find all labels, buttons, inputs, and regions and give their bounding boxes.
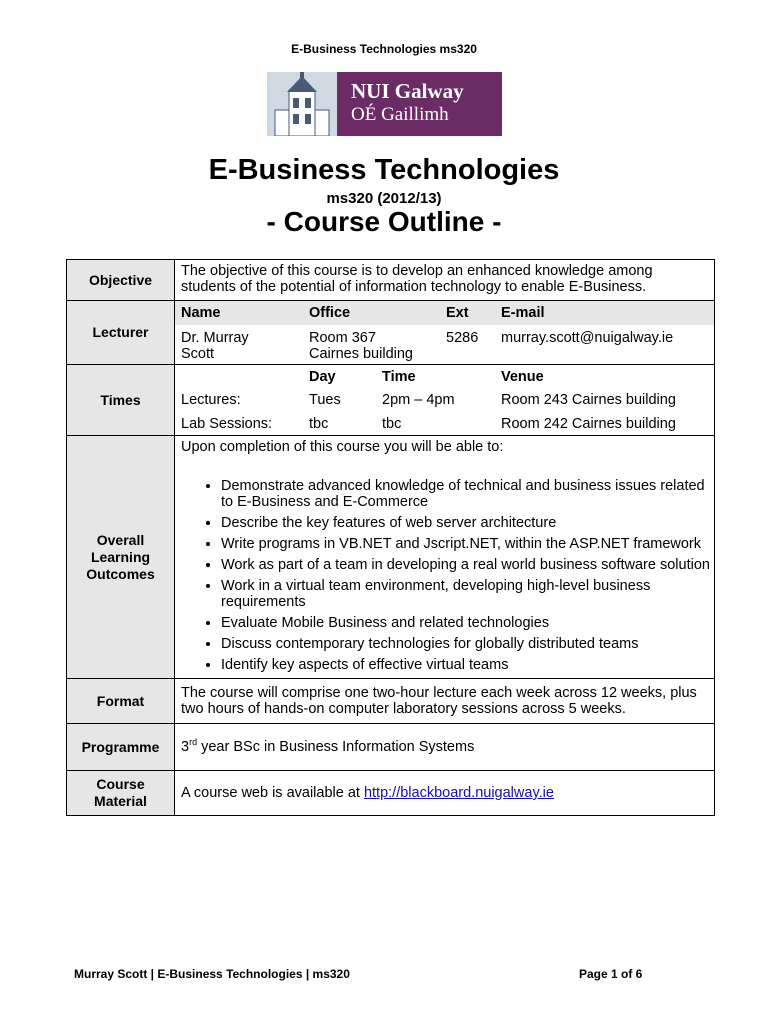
objective-text: The objective of this course is to develop an enhanced knowledge among students of the potential of information technology to enable E-Business. (181, 263, 653, 295)
logo-line1: NUI Galway (351, 79, 464, 103)
material-label-line2: Material (94, 793, 147, 809)
times-header-day: Day (309, 369, 336, 385)
tower-emblem-icon (267, 72, 337, 136)
material-description: A course web is available at (181, 785, 364, 801)
document-title: E-Business Technologies (208, 154, 560, 186)
footer-page-number: Page 1 of 6 (579, 967, 643, 981)
material-label (67, 771, 175, 816)
format-label: Format (67, 679, 175, 724)
lecturer-name-line1: Dr. Murray (181, 330, 249, 346)
outcomes-list (175, 478, 714, 673)
outcomes-label-line1: Overall (96, 531, 145, 548)
course-outline-heading: - Course Outline - (266, 206, 502, 237)
format-cell (175, 679, 715, 724)
lecturer-header-email: E-mail (501, 305, 545, 321)
lecturer-header-office: Office (309, 305, 351, 321)
running-header: E-Business Technologies ms320 (291, 42, 477, 56)
university-logo (267, 72, 502, 136)
times-row-day: tbc (309, 416, 329, 432)
programme-year: 3 (181, 739, 190, 755)
times-header-venue: Venue (501, 369, 544, 385)
programme-year-suffix: rd (189, 737, 198, 748)
outcome-item: • Work in a virtual team environment, developing high-level business requirements (221, 578, 714, 610)
format-text: The course will comprise one two-hour lecture each week across 12 weeks, plus two hours of hands-on computer laboratory sessions across 5 weeks. (181, 685, 697, 717)
outcomes-label (67, 436, 175, 679)
times-row-time: 2pm – 4pm (382, 392, 455, 408)
programme-text (175, 736, 714, 758)
outcome-item: • Describe the key features of web server architecture (221, 515, 714, 531)
times-row (67, 365, 715, 436)
lecturer-office-line1: Room 367 (309, 330, 376, 346)
lecturer-table (175, 301, 714, 364)
course-code: ms320 (2012/13) (326, 190, 442, 207)
programme-cell (175, 724, 715, 771)
outcomes-row (67, 436, 715, 679)
logo-line2: OÉ Gaillimh (351, 104, 449, 125)
programme-row (67, 724, 715, 771)
objective-label: Objective (67, 260, 175, 301)
outcome-item: • Demonstrate advanced knowledge of technical and business issues related to E-Business and E-Commerce (221, 478, 714, 510)
times-table (175, 365, 714, 435)
times-row-type: Lab Sessions: (181, 416, 273, 432)
times-row-venue: Room 243 Cairnes building (501, 392, 676, 408)
footer-author-course: Murray Scott | E-Business Technologies | ms320 (74, 967, 350, 981)
times-row-type: Lectures: (181, 392, 241, 408)
times-header-blank (175, 365, 309, 388)
outcome-item: • Evaluate Mobile Business and related technologies (221, 615, 714, 631)
blackboard-link[interactable]: http://blackboard.nuigalway.ie (363, 785, 554, 801)
format-row (67, 679, 715, 724)
material-label-line1: Course (96, 776, 145, 792)
times-row-time: tbc (382, 416, 402, 432)
outcomes-cell (175, 436, 715, 679)
outcomes-label-line2: Learning (90, 548, 151, 565)
times-cell (175, 365, 715, 436)
outcome-item: • Identify key aspects of effective virtual teams (221, 657, 714, 673)
programme-label: Programme (67, 724, 175, 771)
outcomes-label-line3: Outcomes (86, 565, 155, 582)
outcome-item: • Write programs in VB.NET and Jscript.NET, within the ASP.NET framework (221, 536, 714, 552)
lecturer-office (309, 325, 446, 364)
lecturer-email: murray.scott@nuigalway.ie (501, 330, 674, 346)
material-cell (175, 771, 715, 816)
lecturer-header-name: Name (181, 305, 221, 321)
lecturer-label: Lecturer (67, 301, 175, 365)
outcome-item: • Discuss contemporary technologies for globally distributed teams (221, 636, 714, 652)
lecturer-row (67, 301, 715, 365)
logo-wordmark (337, 72, 502, 136)
outcome-item: • Work as part of a team in developing a real world business software solution (221, 557, 714, 573)
lecturer-cell (175, 301, 715, 365)
times-header-time: Time (382, 369, 416, 385)
lecturer-name-line2: Scott (181, 346, 215, 362)
objective-row (67, 260, 715, 301)
lecturer-office-line2: Cairnes building (309, 346, 413, 362)
programme-description: year BSc in Business Information Systems (197, 739, 475, 755)
lecturer-name (175, 325, 309, 364)
objective-cell (175, 260, 715, 301)
times-label: Times (67, 365, 175, 436)
material-row (67, 771, 715, 816)
times-row-day: Tues (309, 392, 341, 408)
course-outline-table (66, 259, 715, 816)
times-row-venue: Room 242 Cairnes building (501, 416, 676, 432)
outcomes-intro: Upon completion of this course you will be able to: (181, 439, 504, 455)
material-text (175, 782, 714, 804)
lecturer-ext: 5286 (446, 330, 479, 346)
lecturer-header-ext: Ext (446, 305, 469, 321)
